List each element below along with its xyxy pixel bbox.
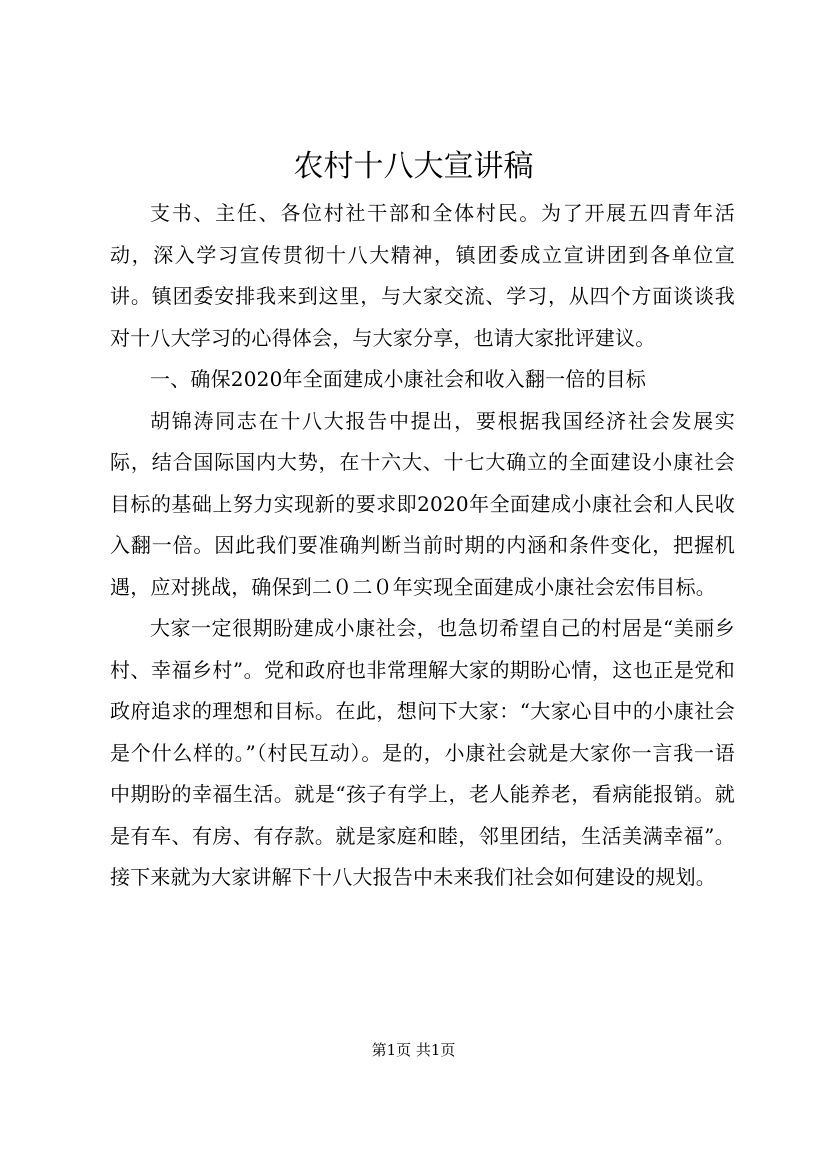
document-title: 农村十八大宣讲稿 <box>293 149 534 184</box>
page-footer: 第1页 共1页 <box>371 1041 456 1059</box>
paragraph-greeting: 支书、主任、各位村社干部和全体村民。为了开展五四青年活动，深入学习宣传贯彻十八大精神，镇团委成立宣讲团到各单位宣讲。镇团委安排我来到这里，与大家交流、学习，从四个方面谈谈我对十八大学习的心得体会，与大家分享，也请大家批评建议。 <box>110 201 735 350</box>
section-heading-one: 一、确保2020年全面建成小康社会和收入翻一倍的目标 <box>150 367 647 391</box>
paragraph-xiaokang: 大家一定很期盼建成小康社会，也急切希望自己的村居是“美丽乡村、幸福乡村”。党和政府也非常理解大家的期盼心情，这也正是党和政府追求的理想和目标。在此，想问下大家：“大家心目中的小康社会是个什么样的。”（村民互动）。是的，小康社会就是大家你一言我一语中期盼的幸福生活。就是“孩子有学上，老人能养老，看病能报销。就是有车、有房、有存款。就是家庭和睦，邻里团结，生活美满幸福”。接下来就为大家讲解下十八大报告中未来我们社会如何建设的规划。 <box>110 616 735 889</box>
document-body <box>110 193 735 899</box>
paragraph-report: 胡锦涛同志在十八大报告中提出，要根据我国经济社会发展实际，结合国际国内大势，在十六大、十七大确立的全面建设小康社会目标的基础上努力实现新的要求即2020年全面建成小康社会和人民收入翻一倍。因此我们要准确判断当前时期的内涵和条件变化，把握机遇，应对挑战，确保到二０二０年实现全面建成小康社会宏伟目标。 <box>110 408 735 599</box>
